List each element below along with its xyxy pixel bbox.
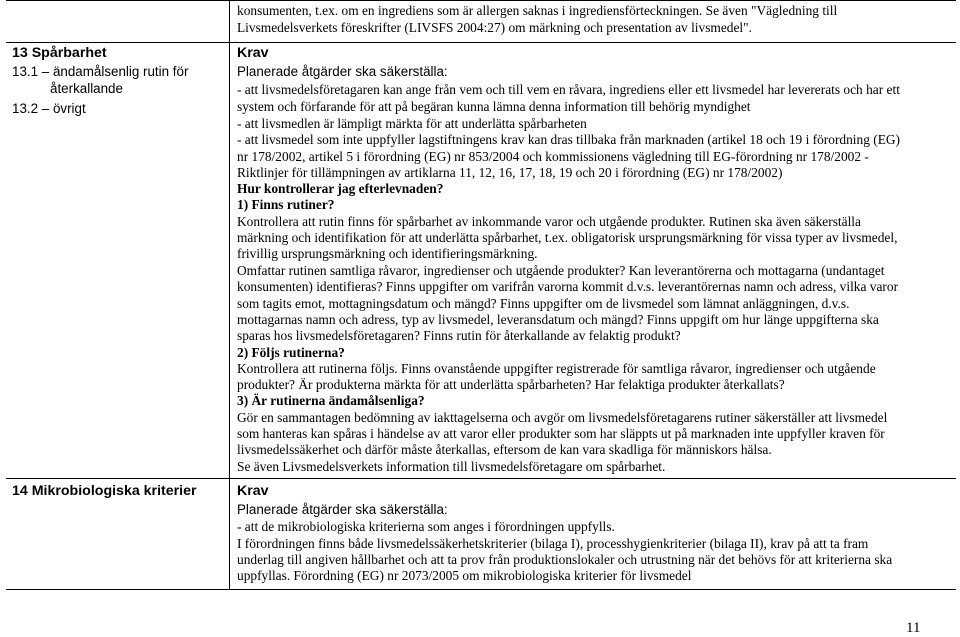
table-rule-section14 — [6, 478, 956, 479]
s13-q3-line-2: som hanteras kan spåras i händelse av att varor eller produkter som har släppts ut på marknaden inte uppfyller kraven för — [237, 426, 885, 441]
s13-line-4: - att livsmedel som inte uppfyller lagstiftningens krav kan dras tillbaka från marknaden (artikel 18 och 19 i förordning (EG) — [237, 132, 901, 147]
s13-q3-line-4: Se även Livsmedelsverkets information till livsmedelsföretagare om spårbarhet. — [237, 459, 666, 474]
s13-q3-line-1: Gör en sammantagen bedömning av iakttagelserna och avgör om livsmedelsföretagarens rutiner säkerställer att livsmedel — [237, 410, 888, 425]
section-13-krav: Krav — [237, 45, 269, 61]
s13-line-3: - att livsmedlen är lämpligt märkta för att underlätta spårbarheten — [237, 116, 587, 131]
s13-q1-line-8: sparas hos livsmedelsföretagaren? Finns rutin för återkallande av felaktig produkt? — [237, 328, 681, 343]
s13-q3-heading: 3) Är rutinerna ändamålsenliga? — [237, 393, 425, 408]
section-13-1-label: 13.1 – ändamålsenlig rutin för — [12, 64, 189, 79]
top-line-2: Livsmedelsverkets föreskrifter (LIVSFS 2004:27) om märkning och presentation av livsmedel". — [237, 20, 752, 35]
s14-line-1: - att de mikrobiologiska kriterierna som anges i förordningen uppfylls. — [237, 519, 615, 534]
section-14-krav: Krav — [237, 483, 269, 499]
s13-q1-line-3: frivillig ursprungsmärkning och identifieringsmärkning. — [237, 246, 538, 261]
page-number: 11 — [906, 620, 921, 636]
section-13-2-label: 13.2 – övrigt — [12, 101, 86, 116]
s13-q2-line-2: produkter? Är produkterna märkta för att underlätta spårbarheten? Har felaktiga produkter återkallats? — [237, 377, 785, 392]
section-14-heading: 14 Mikrobiologiska kriterier — [12, 483, 197, 499]
s14-line-2: I förordningen finns både livsmedelssäkerhetskriterier (bilaga I), processhygienkriterier (bilaga II), krav på att ta fram — [237, 536, 869, 551]
s13-q3-line-3: livsmedelssäkerhet och därför måste återkallas, eftersom de kan vara skadliga för människors hälsa. — [237, 442, 772, 457]
s13-hur-heading: Hur kontrollerar jag efterlevnaden? — [237, 181, 444, 196]
s13-q1-line-1: Kontrollera att rutin finns för spårbarhet av inkommande varor och utgående produkter. Rutinen ska även säkerställa — [237, 214, 861, 229]
s14-line-3: underlag till angiven hållbarhet och att ta prov från produktionslokaler och utrustning när det behövs för att kriterierna ska — [237, 552, 893, 567]
section-13-1-label-cont: återkallande — [50, 81, 123, 96]
s13-q1-line-7: mottagarnas namn och adress, typ av livsmedel, leveransdatum och mängd? Finns uppgift om hur länge uppgifterna ska — [237, 312, 879, 327]
s13-q1-line-6: som tagits emot, mottagningsdatum och mängd? Finns uppgifter om de livsmedel som lämnat anläggningen, d.v.s. — [237, 296, 850, 311]
s13-q2-line-1: Kontrollera att rutinerna följs. Finns ovanstående uppgifter registrerade för samtliga råvaror, ingredienser och utgående — [237, 361, 876, 376]
s13-q1-line-4: Omfattar rutinen samtliga råvaror, ingredienser och utgående produkter? Kan leverantörerna och mottagarna (undantaget — [237, 263, 885, 278]
table-rule-section13 — [6, 42, 956, 43]
s14-line-4: uppfyllas. Förordning (EG) nr 2073/2005 om mikrobiologiska kriterier för livsmedel — [237, 568, 692, 583]
top-line-1: konsumenten, t.ex. om en ingrediens som är allergen saknas i ingrediensförteckningen. Se även "Vägledning till — [237, 3, 838, 18]
s13-line-6: Riktlinjer för tillämpningen av artiklarna 11, 12, 16, 17, 18, 19 och 20 i förordning (EG) nr 178/2002) — [237, 165, 783, 180]
section-14-planerade: Planerade åtgärder ska säkerställa: — [237, 502, 448, 517]
s13-q1-line-5: konsumenten) identifieras? Finns uppgifter om varifrån varorna kommit d.v.s. leverantörernas namn och adress, vilka varor — [237, 279, 899, 294]
s13-line-1: - att livsmedelsföretagaren kan ange från vem och till vem en råvara, ingrediens eller ett livsmedel har levererats och har ett — [237, 82, 900, 97]
s13-q1-heading: 1) Finns rutiner? — [237, 197, 335, 212]
table-rule-top — [6, 0, 956, 1]
section-13-planerade: Planerade åtgärder ska säkerställa: — [237, 64, 448, 79]
section-13-heading: 13 Spårbarhet — [12, 45, 107, 61]
s13-q2-heading: 2) Följs rutinerna? — [237, 345, 345, 360]
s13-q1-line-2: märkning och identifikation för att underlätta spårbarhet, t.ex. obligatorisk ursprungsmärkning för vissa typer av livsmedel, — [237, 230, 898, 245]
s13-line-5: nr 178/2002, artikel 5 i förordning (EG) nr 853/2004 och kommissionens vägledning till EG-förordning nr 178/2002 - — [237, 149, 869, 164]
table-rule-bottom — [6, 589, 956, 590]
column-divider — [229, 0, 230, 590]
s13-line-2: system och förfarande för att på begäran kunna lämna denna information till behörig myndighet — [237, 99, 751, 114]
